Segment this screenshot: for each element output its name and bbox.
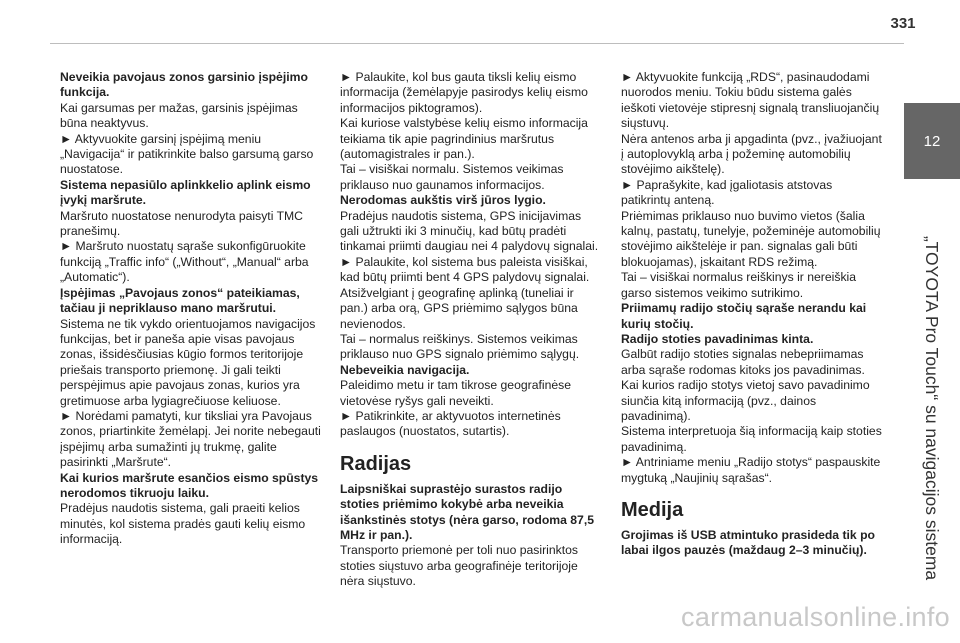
problem-heading: Kai kurios maršrute esančios eismo spūstys nerodomos tikruoju laiku. xyxy=(60,470,319,500)
column-2 xyxy=(340,70,602,590)
problem-heading: Sistema nepasiūlo aplinkkelio aplink eismo įvykį maršrute. xyxy=(60,177,311,208)
paragraph: Kai kuriose valstybėse kelių eismo informacija teikiama tik apie pagrindinius maršrutus (automagistrales ir pan.). xyxy=(340,116,588,162)
section-heading-radio: Radijas xyxy=(340,452,412,475)
problem-heading: Nebeveikia navigacija. xyxy=(340,362,470,377)
paragraph: Sistema interpretuoja šią informaciją kaip stoties pavadinimą. xyxy=(621,424,882,454)
problem-heading: Neveikia pavojaus zonos garsinio įspėjimo funkcija. xyxy=(60,70,308,100)
problem-heading: Nerodomas aukštis virš jūros lygio. xyxy=(340,193,546,208)
paragraph: Priėmimas priklauso nuo buvimo vietos (šalia kalnų, pastatų, tunelyje, požeminėje automobilių stovėjimo aikštelėje ir pan. signalas gali būti blokuojamas), įskaitant RDS režimą. xyxy=(621,208,881,269)
header-rule xyxy=(50,43,904,44)
action-step: ► Norėdami pamatyti, kur tiksliai yra Pavojaus zonos, priartinkite žemėlapį. Jei norite nebegauti įspėjimų arba sumažinti jų trukmę, galite pasirinkti „Maršrute“. xyxy=(60,408,321,470)
paragraph: Tai – normalus reiškinys. Sistemos veikimas priklauso nuo GPS signalo priėmimo sąlygų. xyxy=(340,331,580,362)
paragraph: Tai – visiškai normalus reiškinys ir nereiškia garso sistemos veikimo sutrikimo. xyxy=(621,270,857,300)
action-step: ► Antriniame meniu „Radijo stotys“ paspauskite mygtuką „Naujinių sąrašas“. xyxy=(621,455,881,485)
action-step: ► Aktyvuokite garsinį įspėjimą meniu „Navigacija“ ir patikrinkite balso garsumą garso nuostatose. xyxy=(60,131,314,177)
paragraph: Pradėjus naudotis sistema, gali praeiti kelios minutės, kol sistema pradės gauti kelių eismo informaciją. xyxy=(60,501,306,547)
problem-heading: Priimamų radijo stočių sąraše nerandu kai kurių stočių. xyxy=(621,301,867,331)
paragraph: Nėra antenos arba ji apgadinta (pvz., įvažiuojant į autoplovyklą arba į požeminę automobilių stovėjimo aikštelę). xyxy=(621,131,882,177)
action-step: ► Paprašykite, kad įgaliotasis atstovas patikrintų anteną. xyxy=(621,177,833,208)
chapter-tab xyxy=(904,103,960,179)
action-step: ► Palaukite, kol sistema bus paleista visiškai, kad būtų priimti bent 4 GPS palydovų signalai. xyxy=(340,254,590,285)
column-1 xyxy=(60,70,322,548)
problem-heading: Įspėjimas „Pavojaus zonos“ pateikiamas, tačiau ji nepriklauso mano maršrutui. xyxy=(60,285,300,316)
action-step: ► Palaukite, kol bus gauta tiksli kelių eismo informacija (žemėlapyje pasirodys kelių eismo informacijos piktogramos). xyxy=(340,70,588,115)
paragraph: Maršruto nuostatose nenurodyta paisyti TMC pranešimų. xyxy=(60,208,303,239)
action-step: ► Patikrinkite, ar aktyvuotos internetinės paslaugos (nuostatos, sutartis). xyxy=(340,408,561,439)
page-number: 331 xyxy=(890,15,916,32)
paragraph: Pradėjus naudotis sistema, GPS inicijavimas gali užtrukti iki 3 minučių, kad būtų pradėti tinkamai priimti daugiau nei 4 palydovų signalai. xyxy=(340,208,599,254)
problem-heading: Grojimas iš USB atmintuko prasideda tik po labai ilgos pauzės (maždaug 2–3 minučių). xyxy=(621,527,875,558)
paragraph: Kai kurios radijo stotys vietoj savo pavadinimo siunčia kitą informaciją (pvz., dainos pavadinimą). xyxy=(621,378,870,423)
chapter-number: 12 xyxy=(923,132,941,150)
paragraph: Galbūt radijo stoties signalas nebepriimamas arba sąraše rodomas kitoks jos pavadinimas. xyxy=(621,347,865,377)
watermark: carmanualsonline.info xyxy=(681,602,950,632)
problem-heading: Laipsniškai suprastėjo surastos radijo stoties priėmimo kokybė arba neveikia išankstinės stotys (nėra garso, rodoma 87,5 MHz ir pan.). xyxy=(340,481,595,542)
paragraph: Kai garsumas per mažas, garsinis įspėjimas būna neaktyvus. xyxy=(60,100,298,131)
section-heading-media: Medija xyxy=(621,498,684,521)
action-step: ► Aktyvuokite funkciją „RDS“, pasinaudodami nuorodos meniu. Tokiu būdu sistema galės ieškoti vietovėje stipresnį signalą transliuojančių siųstuvų. xyxy=(621,70,880,131)
side-title: „TOYOTA Pro Touch“ su navigacijos sistema xyxy=(922,235,942,581)
problem-heading: Radijo stoties pavadinimas kinta. xyxy=(621,331,814,346)
paragraph: Tai – visiškai normalu. Sistemos veikimas priklauso nuo gaunamos informacijos. xyxy=(340,162,564,192)
paragraph: Transporto priemonė per toli nuo pasirinktos stoties siųstuvo arba geografinėje teritorijoje nėra siųstuvo. xyxy=(340,543,579,589)
paragraph: Atsižvelgiant į geografinę aplinką (tuneliai ir pan.) arba orą, GPS priėmimo sąlygos būna nevienodos. xyxy=(340,285,578,331)
paragraph: Paleidimo metu ir tam tikrose geografinėse vietovėse ryšys gali neveikti. xyxy=(340,378,571,408)
paragraph: Sistema ne tik vykdo orientuojamos navigacijos funkcijas, bet ir paneša apie visas pavojaus zonas, išsidėsčiusias kūgio formos teritorijoje priešais transporto priemonę. Ji gali teikti perspėjimus apie pavojaus zonas, kurios yra gretimuose arba lygiagrečiuose keliuose. xyxy=(60,316,316,408)
column-3 xyxy=(621,70,883,559)
action-step: ► Maršruto nuostatų sąraše sukonfigūruokite funkciją „Traffic info“ („Without“, „Manual“ arba „Automatic“). xyxy=(60,239,309,285)
